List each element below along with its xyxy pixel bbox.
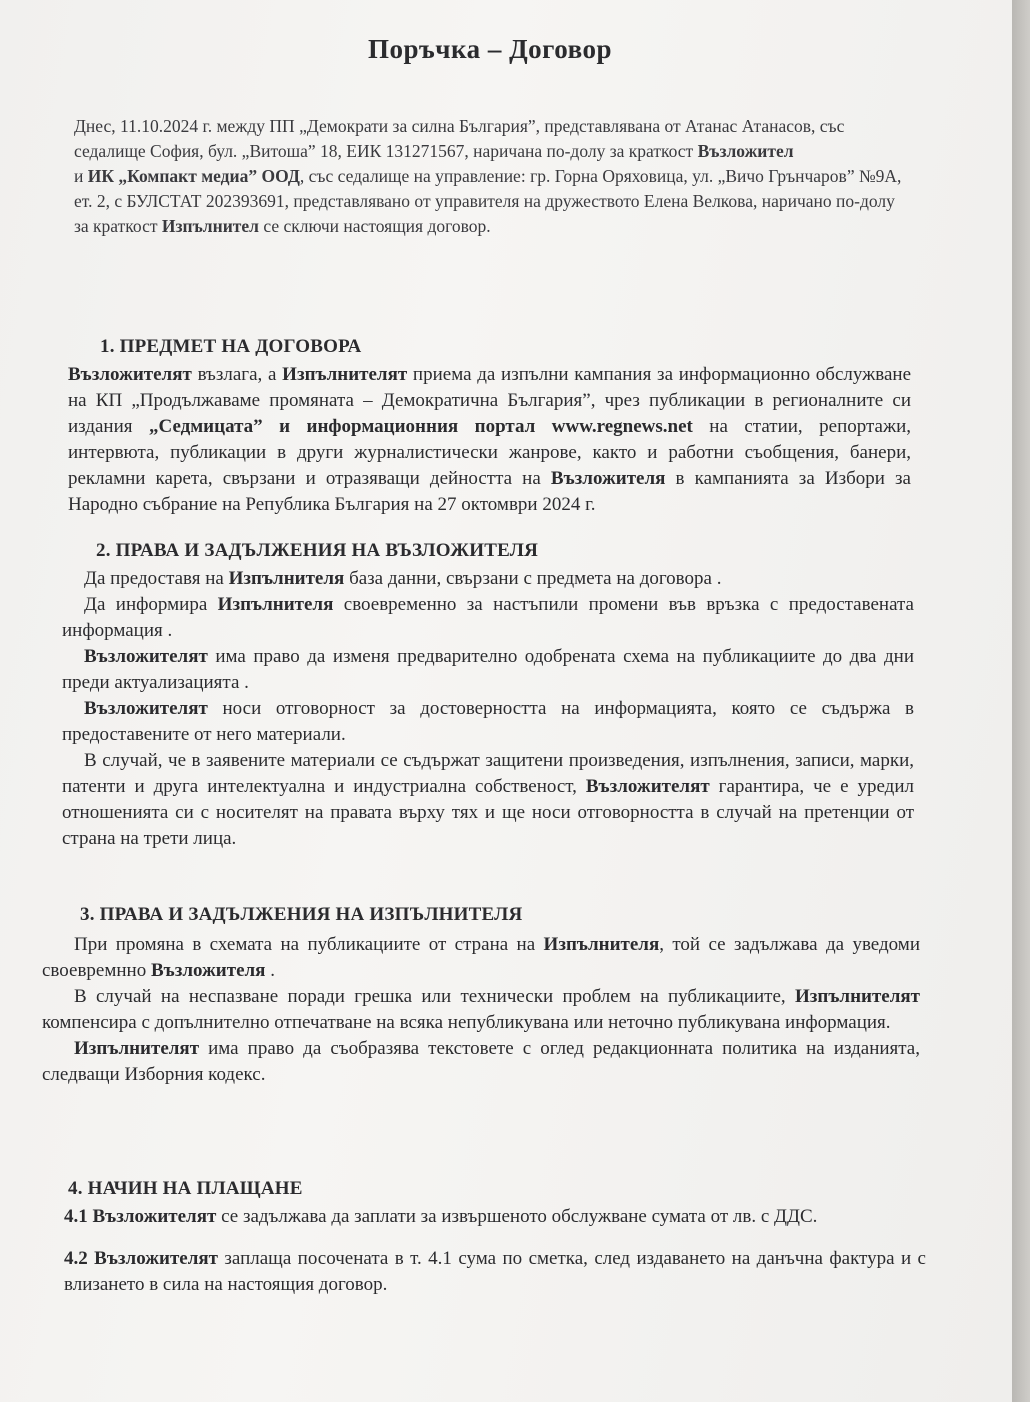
section-heading-client-rights: 2. ПРАВА И ЗАДЪЛЖЕНИЯ НА ВЪЗЛОЖИТЕЛЯ — [96, 540, 539, 561]
body-text: възлага, а — [191, 364, 283, 385]
section-contractor-body — [42, 932, 920, 1088]
body-text: приема да изпълни кампания за информационно обслужване на КП „Продължаваме промяната – Демократична България”, чрез публикации в регионалните си издания — [68, 364, 912, 437]
bold-term: Възложителя — [150, 960, 266, 981]
intro-text: Днес, 11.10.2024 г. между ПП „Демократи за силна България”, представлявана от Атанас Атанасов, със седалище София, бул. „Витоша” 18, ЕИК 131271567, наричана по-долу за краткост — [74, 116, 845, 161]
body-text: на статии, репортажи, интервюта, публикации в други журналистически жанрове, както и работни съобщения, банери, рекламни карета, свързани и отразяващи дейността на — [68, 416, 912, 489]
bold-term: Възложителя — [550, 468, 666, 489]
bold-term: „Седмицата” и информационния портал www.regnews.net — [148, 416, 693, 437]
intro-text: , със седалище на управление: гр. Горна Оряховица, ул. „Вичо Грънчаров” №9А, ет. 2, с БУЛСТАТ 202393691, представлявано от управителя на дружеството Елена Велкова, наричано по-долу за краткост — [74, 166, 902, 236]
body-text: в кампанията за Избори за Народно събрание на Република България на 27 октомври 2024 г. — [68, 468, 911, 515]
contractor-name: ИК „Компакт медиа” ООД — [87, 166, 300, 186]
bold-term: Възложителят — [84, 646, 208, 667]
contractor-term: Изпълнител — [161, 216, 259, 236]
client-term: Възложител — [697, 141, 794, 161]
bold-term: 4.2 Възложителят — [64, 1248, 218, 1269]
body-text: В случай на неспазване поради грешка или технически проблем на публикациите, — [74, 986, 795, 1007]
body-text: В случай, че в заявените материали се съдържат защитени произведения, изпълнения, записи, марки, патенти и друга интелектуална и индустриална собственост, — [62, 750, 914, 797]
section-subject-body — [68, 362, 911, 518]
bold-term: Възложителят — [84, 698, 208, 719]
body-text: база данни, свързани с предмета на договора . — [344, 568, 722, 589]
body-text: своевременно за настъпили промени във връзка с предоставената информация . — [62, 594, 914, 641]
document-title: Поръчка – Договор — [367, 34, 613, 64]
body-text: . — [265, 960, 275, 981]
body-text: гарантира, че е уредил отношенията си с носителят на правата върху тях и ще носи отговорността в случай на претенции от страна на трети лица. — [62, 776, 914, 849]
bold-term: Изпълнителя — [228, 568, 345, 589]
bold-term: Изпълнителя — [217, 594, 334, 615]
bold-term: Изпълнителят — [794, 986, 920, 1007]
body-text: се задължава да заплати за извършеното обслужване сумата от лв. с ДДС. — [216, 1206, 818, 1227]
body-text: има право да съобразява текстовете с оглед редакционната политика на изданията, следващи Изборния кодекс. — [42, 1038, 920, 1085]
body-text: При промяна в схемата на публикациите от страна на — [74, 934, 544, 955]
bold-term: Възложителят — [585, 776, 710, 797]
body-text: има право да изменя предварително одобрената схема на публикациите до два дни преди актуализацията . — [62, 646, 914, 693]
section-heading-subject: 1. ПРЕДМЕТ НА ДОГОВОРА — [100, 336, 362, 357]
bold-term: Изпълнителят — [74, 1038, 200, 1059]
section-heading-contractor-rights: 3. ПРАВА И ЗАДЪЛЖЕНИЯ НА ИЗПЪЛНИТЕЛЯ — [80, 904, 523, 925]
section-heading-payment: 4. НАЧИН НА ПЛАЩАНЕ — [68, 1178, 303, 1199]
body-text: носи отговорност за достоверността на информацията, която се съдържа в предоставените от него материали. — [62, 698, 914, 745]
intro-paragraph — [74, 114, 904, 239]
bold-term: Изпълнителя — [543, 934, 660, 955]
body-text: , той се задължава да уведоми своевремнно — [42, 934, 920, 981]
page-edge — [1012, 0, 1030, 1402]
bold-term: 4.1 Възложителят — [64, 1206, 217, 1227]
body-text: компенсира с допълнително отпечатване на всяка непубликувана или неточно публикувана информация. — [42, 1012, 891, 1033]
section-payment-body — [64, 1204, 926, 1298]
body-text: Да информира — [84, 594, 218, 615]
intro-text: се сключи настоящия договор. — [258, 216, 491, 236]
body-text: заплаща посочената в т. 4.1 сума по сметка, след издаването на данъчна фактура и с влизането в сила на настоящия договор. — [64, 1248, 926, 1295]
body-text: Да предоставя на — [84, 568, 229, 589]
bold-term: Възложителят — [68, 364, 192, 385]
intro-text: и — [74, 166, 88, 186]
section-client-body — [62, 566, 914, 852]
bold-term: Изпълнителят — [282, 364, 408, 385]
